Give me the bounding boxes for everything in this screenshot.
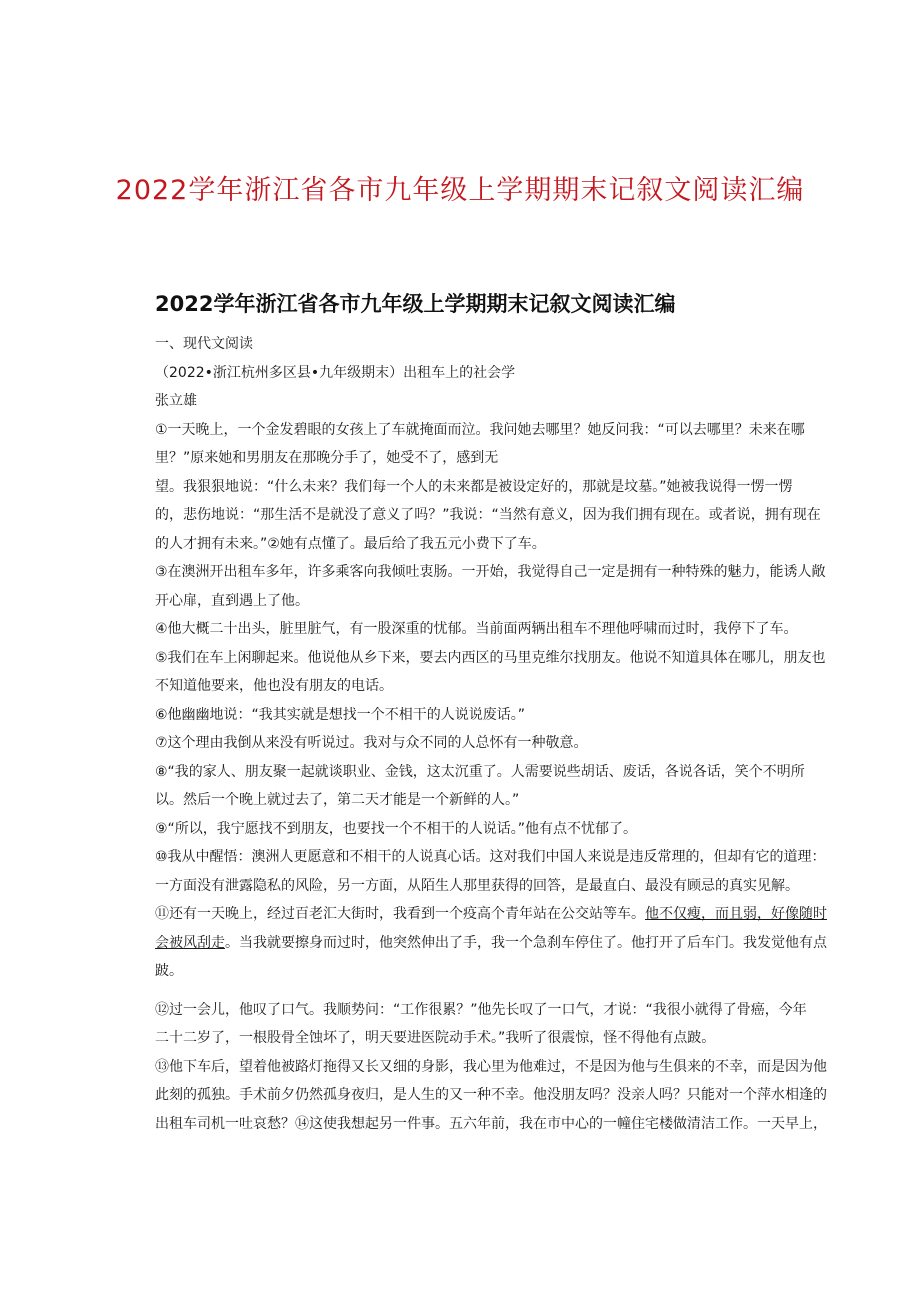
- text-line: 此刻的孤独。手术前夕仍然孤身夜归，是人生的又一种不幸。他没朋友吗？没亲人吗？只能对一个萍水相逢的: [155, 1087, 827, 1103]
- text-line: 开心扉，直到遇上了他。: [155, 592, 309, 609]
- document-subtitle: 2022学年浙江省各市九年级上学期期末记叙文阅读汇编: [155, 292, 676, 316]
- paragraph-block: [155, 996, 835, 1139]
- paragraph-block: [155, 416, 835, 901]
- source-line: （2022•浙江杭州多区县•九年级期末）出租车上的社会学: [155, 364, 516, 381]
- text-line: 以。然后一个晚上就过去了，第二天才能是一个新鲜的人。”: [155, 792, 520, 808]
- section-heading: 一、现代文阅读: [155, 336, 253, 352]
- text-segment: 。当我就要擦身而过时，他突然伸出了手，我一个急刹车停住了。他打开了后车门。我发觉他有点: [225, 934, 827, 951]
- text-line: ⑨“所以，我宁愿找不到朋友，也要找一个不相干的人说话。”他有点不忧郁了。: [155, 820, 638, 837]
- text-line: 的，悲伤地说：“那生活不是就没了意义了吗？”我说：“当然有意义，因为我们拥有现在。或者说，拥有现在: [155, 507, 821, 523]
- document-main-title: 2022学年浙江省各市九年级上学期期末记叙文阅读汇编: [115, 175, 805, 206]
- text-line: 望。我狠狠地说：“什么未来？我们每一个人的未来都是被设定好的，那就是坟墓。”她被我说得一愣一愣: [155, 478, 793, 495]
- text-line: ⑬他下车后，望着他被路灯拖得又长又细的身影，我心里为他难过，不是因为他与生俱来的不幸，而是因为他: [155, 1058, 827, 1075]
- text-line: ④他大概二十出头，脏里脏气，有一股深重的忧郁。当前面两辆出租车不理他呼啸而过时，我停下了车。: [155, 621, 798, 637]
- text-line: ⑩我从中醒悟：澳洲人更愿意和不相干的人说真心话。这对我们中国人来说是违反常理的，但却有它的道理：: [155, 849, 826, 865]
- text-line: 二十二岁了，一根股骨全蚀坏了，明天要进医院动手术。”我听了很震惊，怪不得他有点跛。: [155, 1030, 716, 1046]
- text-line: 一方面没有泄露隐私的风险，另一方面，从陌生人那里获得的回答，是最直白、最没有顾忌的真实见解。: [155, 877, 799, 894]
- text-line: ⑤我们在车上闲聊起来。他说他从乡下来，要去内西区的马里克维尔找朋友。他说不知道具体在哪儿，朋友也: [155, 649, 826, 666]
- underlined-text: 会被风刮走: [155, 934, 225, 951]
- text-segment: ⑪还有一天晚上，经过百老汇大街时，我看到一个疫高个青年站在公交站等车。: [155, 906, 645, 922]
- text-line: ⑫过一会儿，他叹了口气。我顺势问：“工作很累？”他先长叹了一口气，才说：“我很小就得了骨癌，今年: [155, 1001, 807, 1018]
- text-line: ⑧“我的家人、朋友聚一起就谈职业、金钱，这太沉重了。人需要说些胡话、废话，各说各话，笑个不明所: [155, 763, 805, 780]
- text-line: ①一天晚上，一个金发碧眼的女孩上了车就掩面而泣。我问她去哪里？她反问我：“可以去哪里？未来在哪: [155, 421, 805, 438]
- text-line: ⑦这个理由我倒从来没有听说过。我对与众不同的人总怀有一种敬意。: [155, 735, 588, 751]
- text-line: [155, 929, 835, 958]
- text-line: 里？”原来她和男朋友在那晚分手了，她受不了，感到无: [155, 450, 499, 466]
- underlined-text: 他不仅瘦，而且弱，好像随时: [645, 906, 827, 922]
- paragraph-gap: [155, 986, 835, 996]
- paragraph-11: [155, 900, 835, 986]
- text-line: ⑥他幽幽地说：“我其实就是想找一个不相干的人说说废话。”: [155, 706, 526, 723]
- text-line: 不知道他要来，他也没有朋友的电话。: [155, 678, 393, 694]
- text-line: 出租车司机一吐哀愁？⑭这使我想起另一件事。五六年前，我在市中心的一幢住宅楼做清洁工作。一天早上，: [155, 1115, 827, 1132]
- author: 张立雄: [155, 393, 197, 409]
- article-body: [155, 330, 835, 1138]
- text-line: ③在澳洲开出租车多年，许多乘客向我倾吐衷肠。一开始，我觉得自己一定是拥有一种特殊的魅力，能诱人敞: [155, 564, 826, 580]
- text-line: 的人才拥有未来。”②她有点懂了。最后给了我五元小费下了车。: [155, 535, 546, 552]
- text-line: 跛。: [155, 963, 183, 979]
- text-line: [155, 900, 835, 929]
